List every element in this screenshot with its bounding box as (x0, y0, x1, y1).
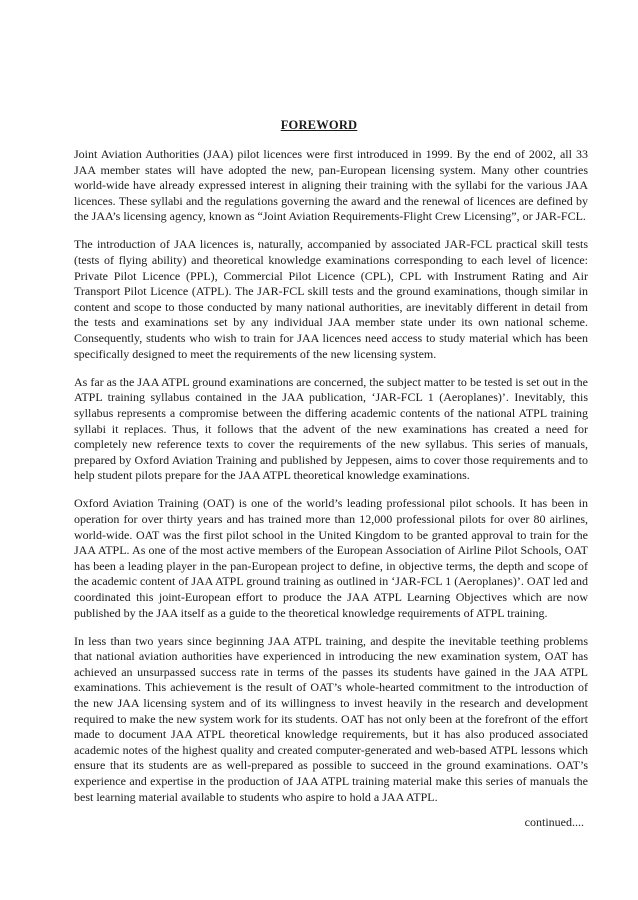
foreword-body (74, 147, 588, 818)
page-title: FOREWORD (280, 118, 358, 132)
continued-label: continued.... (524, 815, 584, 829)
paragraph-5: In less than two years since beginning JAA ATPL training, and despite the inevitable teething problems that national aviation authorities have experienced in introducing the new examination system, OAT has achieved an unsurpassed success rate in terms of the passes its students have gained in the JAA ATPL examinations. This achievement is the result of OAT’s whole-hearted commitment to the introduction of the new JAA licensing system and of its willingness to invest heavily in the research and development required to make the new system work for its students. OAT has not only been at the forefront of the effort made to document JAA ATPL theoretical knowledge requirements, but it has also produced associated academic notes of the highest quality and created computer-generated and web-based ATPL lessons which ensure that its students are as well-prepared as possible to succeed in the ground examinations. OAT’s experience and expertise in the production of JAA ATPL training material make this series of manuals the best learning material available to students who aspire to hold a JAA ATPL. (74, 633, 588, 804)
paragraph-1: Joint Aviation Authorities (JAA) pilot licences were first introduced in 1999. By the end of 2002, all 33 JAA member states will have adopted the new, pan-European licensing system. Many other countries world-wide have already expressed interest in aligning their training with the syllabi for the various JAA licences. These syllabi and the regulations governing the award and the renewal of licences are defined by the JAA’s licensing agency, known as “Joint Aviation Requirements-Flight Crew Licensing”, or JAR-FCL. (74, 147, 588, 224)
paragraph-2: The introduction of JAA licences is, naturally, accompanied by associated JAR-FCL practical skill tests (tests of flying ability) and theoretical knowledge examinations corresponding to each level of licence: Private Pilot Licence (PPL), Commercial Pilot Licence (CPL), CPL with Instrument Rating and Air Transport Pilot Licence (ATPL). The JAR-FCL skill tests and the ground examinations, though similar in content and scope to those conducted by many national authorities, are inevitably different in detail from the tests and examinations set by any individual JAA member state under its own national scheme. Consequently, students who wish to train for JAA licences need access to study material which has been specifically designed to meet the requirements of the new licensing system. (74, 237, 588, 361)
paragraph-4: Oxford Aviation Training (OAT) is one of the world’s leading professional pilot schools. It has been in operation for over thirty years and has trained more than 12,000 professional pilots for over 80 airlines, world-wide. OAT was the first pilot school in the United Kingdom to be granted approval to train for the JAA ATPL. As one of the most active members of the European Association of Airline Pilot Schools, OAT has been a leading player in the pan-European project to define, in objective terms, the depth and scope of the academic content of JAA ATPL ground training as outlined in ‘JAR-FCL 1 (Aeroplanes)’. OAT led and coordinated this joint-European effort to produce the JAA ATPL Learning Objectives which are now published by the JAA itself as a guide to the theoretical knowledge requirements of ATPL training. (74, 496, 588, 620)
paragraph-3: As far as the JAA ATPL ground examinations are concerned, the subject matter to be tested is set out in the ATPL training syllabus contained in the JAA publication, ‘JAR-FCL 1 (Aeroplanes)’. Inevitably, this syllabus represents a compromise between the differing academic contents of the national ATPL training syllabi it replaces. Thus, it follows that the advent of the new examinations has created a need for completely new reference texts to cover the requirements of the new syllabus. This series of manuals, prepared by Oxford Aviation Training and published by Jeppesen, aims to cover those requirements and to help student pilots prepare for the JAA ATPL theoretical knowledge examinations. (74, 374, 588, 483)
